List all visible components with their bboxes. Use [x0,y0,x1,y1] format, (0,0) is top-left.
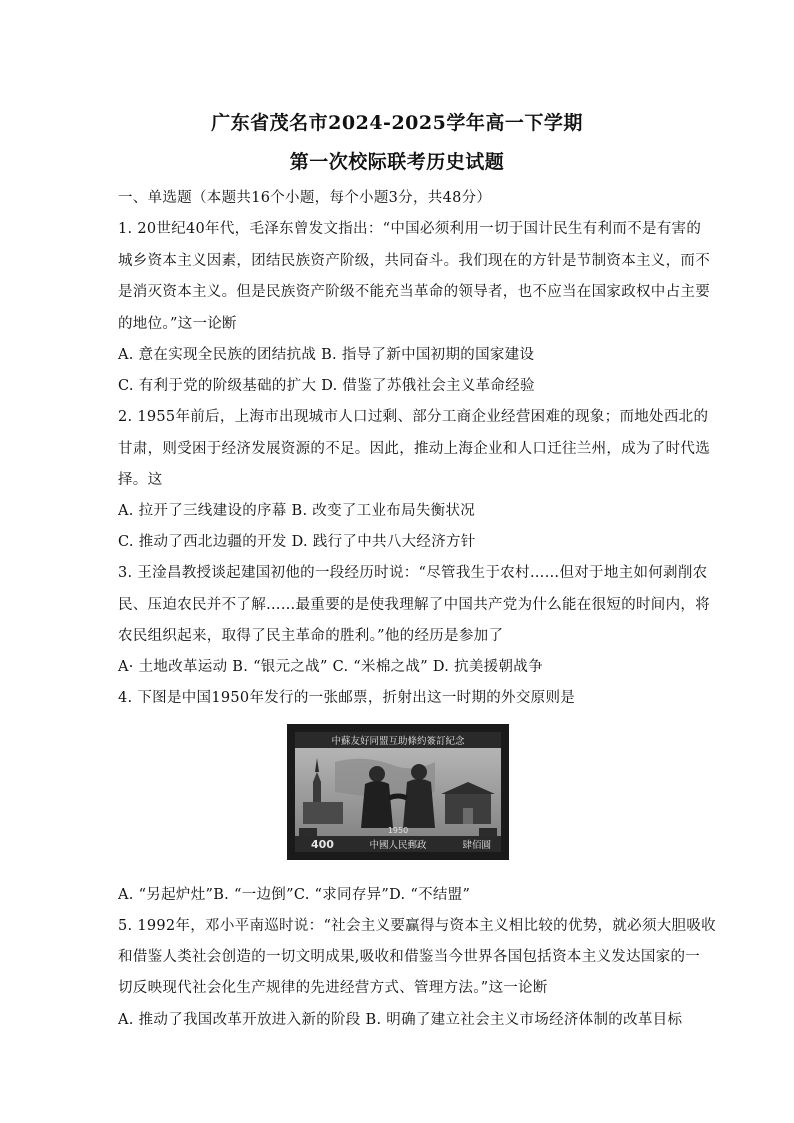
q1-stem-line: 是消灭资本主义。但是民族资产阶级不能充当革命的领导者，也不应当在国家政权中占主要 [118,284,710,300]
q5-options: A. 推动了我国改革开放进入新的阶段 B. 明确了建立社会主义市场经济体制的改革目标 [118,1012,683,1028]
exam-title-line1: 广东省茂名市2024-2025学年高一下学期 [211,112,583,134]
q5-stem-line: 和借鉴人类社会创造的一切文明成果,吸收和借鉴当今世界各国包括资本主义发达国家的一 [118,949,701,965]
q1-stem-line: 的地位。”这一论断 [118,316,237,332]
q4-options: A. “另起炉灶”B. “一边倒”C. “求同存异”D. “不结盟” [118,887,471,903]
q2-stem-line: 甘肃，则受困于经济发展资源的不足。因此，推动上海企业和人口迁往兰州，成为了时代选 [118,441,710,457]
q1-stem-line: 1. 20世纪40年代，毛泽东曾发文指出：“中国必须利用一切于国计民生有利而不是有害的 [118,221,702,237]
q2-options: A. 拉开了三线建设的序幕 B. 改变了工业布局失衡状况 [118,503,476,519]
q2-options: C. 推动了西北边疆的开发 D. 践行了中共八大经济方针 [118,534,476,550]
stamp-illustration [295,732,501,852]
stamp-picture [295,732,501,852]
q5-stem-line: 5. 1992年，邓小平南巡时说：“社会主义要赢得与资本主义相比较的优势，就必须大胆吸收 [118,918,716,934]
stamp-value-left: 400 [311,838,334,851]
q3-stem-line: 民、压迫农民并不了解……最重要的是使我理解了中国共产党为什么能在很短的时间内，将 [118,597,710,613]
q1-options: A. 意在实现全民族的团结抗战 B. 指导了新中国初期的国家建设 [118,347,535,363]
stamp-bottom-text: 中國人民郵政 [369,840,427,851]
q3-stem-line: 农民组织起来，取得了民主革命的胜利。”他的经历是参加了 [118,628,504,644]
q1-options: C. 有利于党的阶级基础的扩大 D. 借鉴了苏俄社会主义革命经验 [118,378,535,394]
q3-stem-line: 3. 王淦昌教授谈起建国初他的一段经历时说：“尽管我生于农村……但对于地主如何剥削农 [118,565,708,581]
stamp-value-right: 肆佰圓 [462,840,491,851]
exam-title-line2: 第一次校际联考历史试题 [289,151,505,173]
stamp-image [287,724,509,860]
section-heading: 一、单选题（本题共16个小题，每个小题3分，共48分） [118,190,492,206]
stamp-year: 1950 [387,826,409,835]
q2-stem-line: 2. 1955年前后，上海市出现城市人口过剩、部分工商企业经营困难的现象；而地处西北的 [118,409,709,425]
q1-stem-line: 城乡资本主义因素，团结民族资产阶级，共同奋斗。我们现在的方针是节制资本主义，而不 [118,253,710,269]
q3-options: A· 土地改革运动 B. “银元之战” C. “米棉之战” D. 抗美援朝战争 [118,659,543,675]
q2-stem-line: 择。这 [118,472,163,488]
q5-stem-line: 切反映现代社会化生产规律的先进经营方式、管理方法。”这一论断 [118,980,548,996]
q4-stem-line: 4. 下图是中国1950年发行的一张邮票，折射出这一时期的外交原则是 [118,690,576,706]
stamp-top-text: 中蘇友好同盟互助條約簽訂紀念 [331,736,465,747]
